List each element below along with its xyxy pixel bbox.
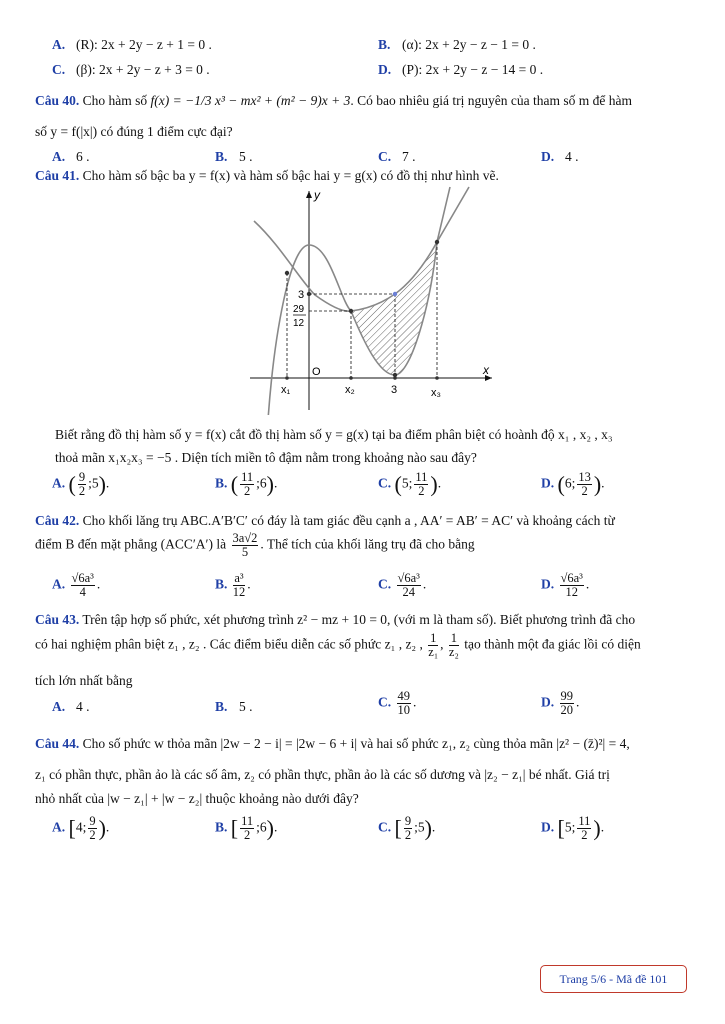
q40-option-d-letter: D. (541, 149, 555, 164)
q43-d-den: 20 (560, 703, 573, 717)
q40-option-c: 7 . (402, 149, 416, 164)
q43-option-d: D. $\frac{99}{20}$ . (541, 689, 580, 717)
q41-a-b: 5 (91, 475, 99, 491)
q42-b-den: 12 (232, 585, 246, 599)
question-44-line-1 (35, 736, 630, 752)
q44-option-d-letter: D. (541, 819, 555, 835)
question-42-line-2b: . Thể tích của khối lăng trụ đã cho bằng (260, 536, 475, 552)
q43-option-a: 4 . (76, 699, 90, 714)
q43-option-b: 5 . (239, 699, 253, 714)
question-43-line-2: có hai nghiệm phân biệt z₁ , z₂ . Các điểm biểu diễn các số phức z₁ , z₂ , $\frac{1}{\text{z₁}}$ , $\frac{1}{\text{z₂}}$ tạo thành một đa giác lồi có diện (35, 631, 641, 659)
tick-y-12: 12 (293, 318, 305, 329)
q44-option-d: D. [5; $\frac{11}{2}$ ). (541, 814, 605, 842)
q44-b-b: 6 (259, 819, 267, 835)
q42-c-num: √6a³ (397, 571, 420, 585)
prev-option-a-letter: A. (52, 37, 66, 52)
q42-a-num: √6a³ (71, 571, 94, 585)
q42-distance-den: 5 (241, 545, 249, 559)
q41-b-den: 2 (243, 484, 251, 498)
q43-c-num: 49 (397, 689, 410, 703)
point-x1 (285, 271, 289, 275)
q41-option-c: C. (5; $\frac{11}{2}$ ). (378, 470, 442, 498)
question-41-body-2: thoả mãn x₁x₂x₃ = −5 . Diện tích miền tô đậm nằm trong khoảng nào sau đây? (55, 450, 477, 465)
q42-option-b: B. $\frac{\text{a³}}{12}$ . (215, 571, 251, 599)
point-3 (393, 292, 397, 296)
prev-option-c: (β): 2x + 2y − z + 3 = 0 . (76, 62, 210, 77)
q40-option-a: 6 . (76, 149, 90, 164)
q41-b-b: 6 (259, 475, 267, 491)
page-footer: Trang 5/6 - Mã đề 101 (540, 965, 687, 993)
q44-d-a: 5 (564, 819, 572, 835)
question-41-text: Cho hàm số bậc ba y = f(x) và hàm số bậc hai y = g(x) có đồ thị như hình vẽ. (82, 168, 499, 183)
q44-c-den: 2 (404, 828, 412, 842)
q41-c-a: 5 (401, 475, 409, 491)
q44-d-num: 11 (578, 814, 591, 828)
q42-c-den: 24 (402, 585, 415, 599)
q41-option-b: B. ( $\frac{11}{2}$ ;6). (215, 470, 278, 498)
question-43-label: Câu 43. (35, 612, 80, 627)
q42-b-num: a³ (234, 571, 244, 585)
y-axis-label: y (314, 188, 320, 202)
q42-option-c: C. $\frac{\text{√6a³}}{24}$ . (378, 571, 427, 599)
question-42-line-1 (35, 513, 615, 529)
q40-option-b-letter: B. (215, 149, 228, 164)
q40-option-b: 5 . (239, 149, 253, 164)
graph-f-g (240, 185, 500, 415)
point-x3 (435, 240, 439, 244)
tick-x1: x₁ (281, 384, 291, 396)
question-44-line-3: nhỏ nhất của |w − z₁| + |w − z₂| thuộc khoảng nào dưới đây? (35, 791, 359, 806)
tick-3: 3 (391, 384, 398, 396)
q44-option-a-letter: A. (52, 819, 66, 835)
origin-label: O (312, 366, 321, 378)
y-axis-arrow (306, 191, 312, 198)
question-44-line-1-text: Cho số phức w thỏa mãn |2w − 2 − i| = |2w − 6 + i| và hai số phức z₁, z₂ cùng thỏa mãn |z² − (z̄)²| = 4, (82, 736, 630, 751)
q41-option-d-letter: D. (541, 475, 555, 491)
q43-c-den: 10 (397, 703, 410, 717)
question-43-line-1 (35, 612, 635, 628)
q41-d-a: 6 (564, 475, 572, 491)
q42-distance-num: 3a√2 (232, 531, 258, 545)
prev-option-c-letter: C. (52, 62, 66, 77)
q40-option-c-letter: C. (378, 149, 392, 164)
q44-option-a: A. [4; $\frac{9}{2}$ ). (52, 814, 110, 842)
q43-frac-1-den: z₁ (428, 645, 439, 659)
q44-b-den: 2 (243, 828, 251, 842)
question-44-line-2: z₁ có phần thực, phần ảo là các số âm, z₂ có phần thực, phần ảo là các số dương và |z₂ − z₁| bé nhất. Giá trị (35, 767, 610, 782)
question-43-line-3: tích lớn nhất bằng (35, 673, 133, 688)
question-40-function: f(x) = −1/3 x³ − mx² + (m² − 9)x + 3 (150, 93, 351, 108)
q41-option-b-letter: B. (215, 475, 228, 491)
q41-option-d: D. (6; $\frac{13}{2}$ ). (541, 470, 605, 498)
prev-option-d: (P): 2x + 2y − z − 14 = 0 . (402, 62, 544, 77)
prev-option-b-letter: B. (378, 37, 391, 52)
q41-option-a: A. ( $\frac{9}{2}$ ;5). (52, 470, 110, 498)
question-42-label: Câu 42. (35, 513, 80, 528)
q41-b-num: 11 (241, 470, 254, 484)
question-41-label: Câu 41. (35, 168, 80, 183)
q43-frac-2-den: z₂ (448, 645, 459, 659)
q44-option-b: B. [ $\frac{11}{2}$ ;6). (215, 814, 278, 842)
q44-c-b: 5 (417, 819, 425, 835)
tick-x2: x₂ (345, 384, 355, 396)
q42-option-d: D. $\frac{\text{√6a³}}{12}$ . (541, 571, 590, 599)
q43-option-d-letter: D. (541, 694, 555, 710)
question-41-line-1 (35, 168, 499, 184)
question-41-body-1: Biết rằng đồ thị hàm số y = f(x) cắt đồ thị hàm số y = g(x) tại ba điểm phân biệt có hoành độ x₁ , x₂ , x₃ (55, 427, 613, 442)
q44-option-b-letter: B. (215, 819, 228, 835)
q41-d-num: 13 (578, 470, 591, 484)
q43-option-c-letter: C. (378, 694, 392, 710)
q40-option-a-letter: A. (52, 149, 66, 164)
question-40-text-b: . Có bao nhiêu giá trị nguyên của tham số m để hàm (350, 93, 632, 108)
prev-option-b: (α): 2x + 2y − z − 1 = 0 . (402, 37, 536, 52)
tick-y-3: 3 (298, 289, 305, 301)
question-43-line-2b: tạo thành một đa giác lồi có diện (464, 636, 641, 652)
q44-d-den: 2 (581, 828, 588, 842)
question-42-line-2a: điểm B đến mặt phẳng (ACC′A′) là (35, 536, 227, 552)
q41-a-den: 2 (78, 484, 86, 498)
question-42-line-1-text: Cho khối lăng trụ ABC.A′B′C′ có đáy là tam giác đều cạnh a , AA′ = AB′ = AC′ và khoảng cách từ (82, 513, 615, 528)
q42-d-den: 12 (565, 585, 578, 599)
question-42-line-2 (35, 532, 475, 559)
q41-option-a-letter: A. (52, 475, 66, 491)
q43-frac-2-num: 1 (450, 631, 457, 645)
question-43-line-2a: có hai nghiệm phân biệt z₁ , z₂ . Các điểm biểu diễn các số phức z₁ , z₂ , (35, 636, 423, 652)
x-axis-label: x (483, 363, 489, 377)
q43-frac-1-num: 1 (430, 631, 437, 645)
q43-option-b-letter: B. (215, 699, 228, 714)
q42-option-d-letter: D. (541, 576, 555, 592)
question-40-text-a: Cho hàm số (82, 93, 148, 108)
tick-x3: x₃ (431, 387, 441, 399)
q43-option-a-letter: A. (52, 699, 66, 714)
question-40-line-1 (35, 93, 632, 109)
q42-a-den: 4 (79, 585, 86, 599)
q42-option-a-letter: A. (52, 576, 66, 592)
q42-d-num: √6a³ (560, 571, 583, 585)
q41-a-num: 9 (78, 470, 86, 484)
q44-c-num: 9 (404, 814, 412, 828)
q43-option-c: C. $\frac{49}{10}$ . (378, 689, 417, 717)
q42-option-a: A. $\frac{\text{√6a³}}{4}$ . (52, 571, 101, 599)
q43-d-num: 99 (560, 689, 573, 703)
q41-c-den: 2 (418, 484, 425, 498)
q41-option-c-letter: C. (378, 475, 392, 491)
question-43-line-1-text: Trên tập hợp số phức, xét phương trình z² − mz + 10 = 0, (với m là tham số). Biết phương trình đã cho (82, 612, 636, 627)
q40-option-d: 4 . (565, 149, 579, 164)
q41-d-den: 2 (581, 484, 588, 498)
q41-c-num: 11 (415, 470, 428, 484)
tick-y-29: 29 (293, 304, 305, 315)
q44-option-c: C. [ $\frac{9}{2}$ ;5). (378, 814, 436, 842)
prev-option-d-letter: D. (378, 62, 392, 77)
q44-a-a: 4 (75, 819, 83, 835)
point-x2 (349, 309, 353, 313)
q42-option-c-letter: C. (378, 576, 392, 592)
question-44-label: Câu 44. (35, 736, 80, 751)
q44-a-den: 2 (89, 828, 96, 842)
question-40-text-c: số y = f(|x|) có đúng 1 điểm cực đại? (35, 124, 233, 139)
q44-option-c-letter: C. (378, 819, 392, 835)
prev-option-a: (R): 2x + 2y − z + 1 = 0 . (76, 37, 212, 52)
q42-option-b-letter: B. (215, 576, 228, 592)
q44-b-num: 11 (241, 814, 254, 828)
point-y3 (307, 292, 311, 296)
question-40-label: Câu 40. (35, 93, 80, 108)
q44-a-num: 9 (89, 814, 96, 828)
